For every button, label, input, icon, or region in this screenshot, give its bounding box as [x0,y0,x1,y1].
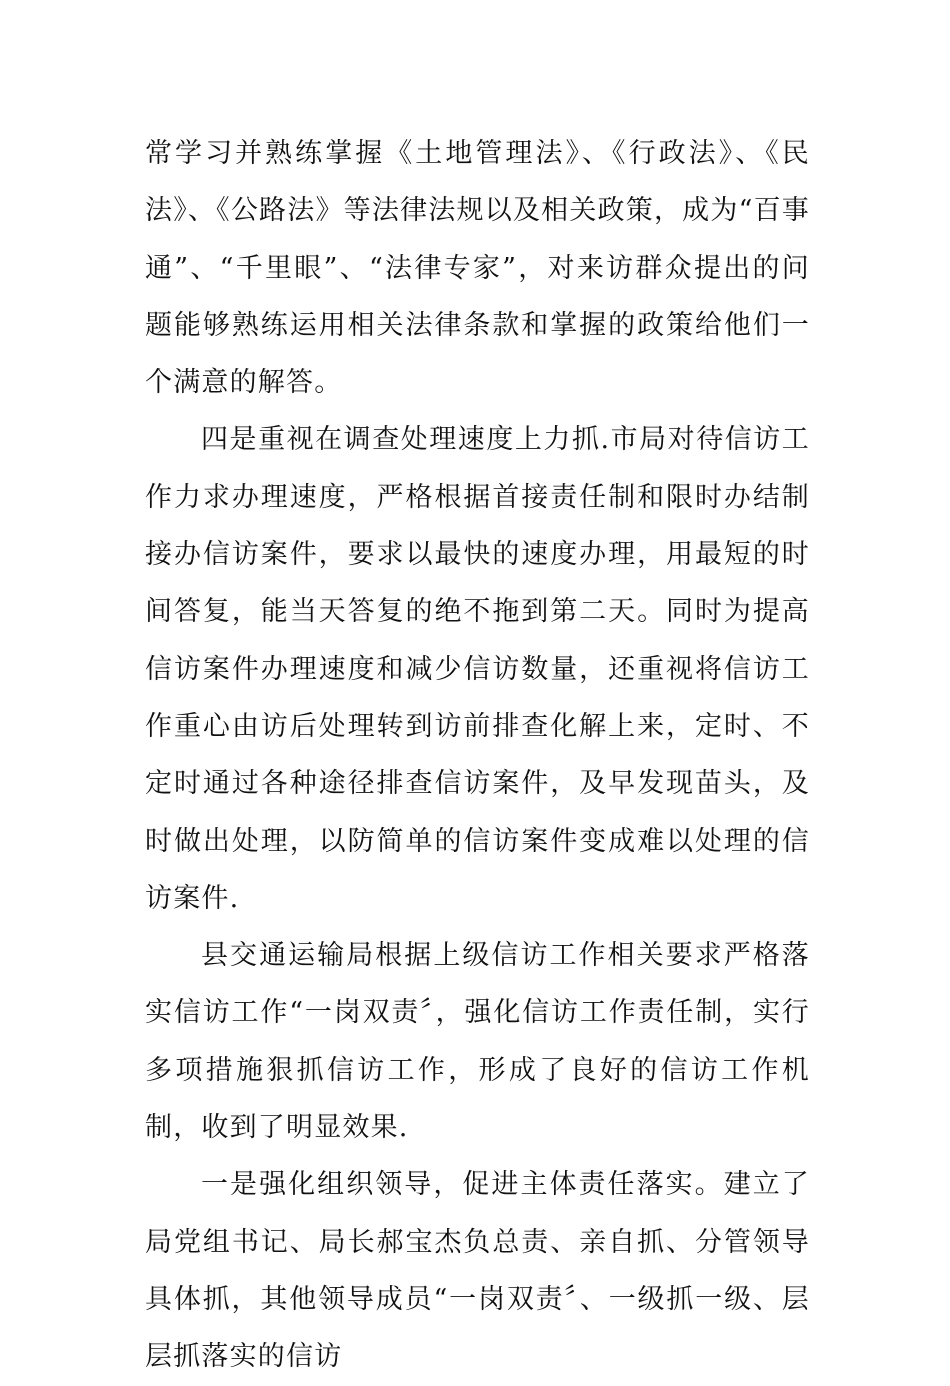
paragraph-point-one: 一是强化组织领导，促进主体责任落实。建立了局党组书记、局长郝宝杰负总责、亲自抓、分管领导具体抓，其他领导成员“一岗双责〞、一级抓一级、层层抓落实的信访 [145,1169,810,1373]
body-text [145,125,810,1386]
paragraph-point-four: 四是重视在调查处理速度上力抓.市局对待信访工作力求办理速度，严格根据首接责任制和限时办结制接办信访案件，要求以最快的速度办理，用最短的时间答复，能当天答复的绝不拖到第二天。同时为提高信访案件办理速度和减少信访数量，还重视将信访工作重心由访后处理转到访前排查化解上来，定时、不定时通过各种途径排查信访案件，及早发现苗头，及时做出处理，以防简单的信访案件变成难以处理的信访案件. [145,424,810,914]
paragraph-continuation: 常学习并熟练掌握《土地管理法》、《行政法》、《民法》、《公路法》等法律法规以及相关政策，成为“百事通”、“千里眼”、“法律专家”，对来访群众提出的问题能够熟练运用相关法律条款和掌握的政策给他们一个满意的解答。 [145,138,810,399]
paragraph-county-bureau: 县交通运输局根据上级信访工作相关要求严格落实信访工作“一岗双责〞，强化信访工作责任制，实行多项措施狠抓信访工作，形成了良好的信访工作机制，收到了明显效果. [145,940,810,1144]
